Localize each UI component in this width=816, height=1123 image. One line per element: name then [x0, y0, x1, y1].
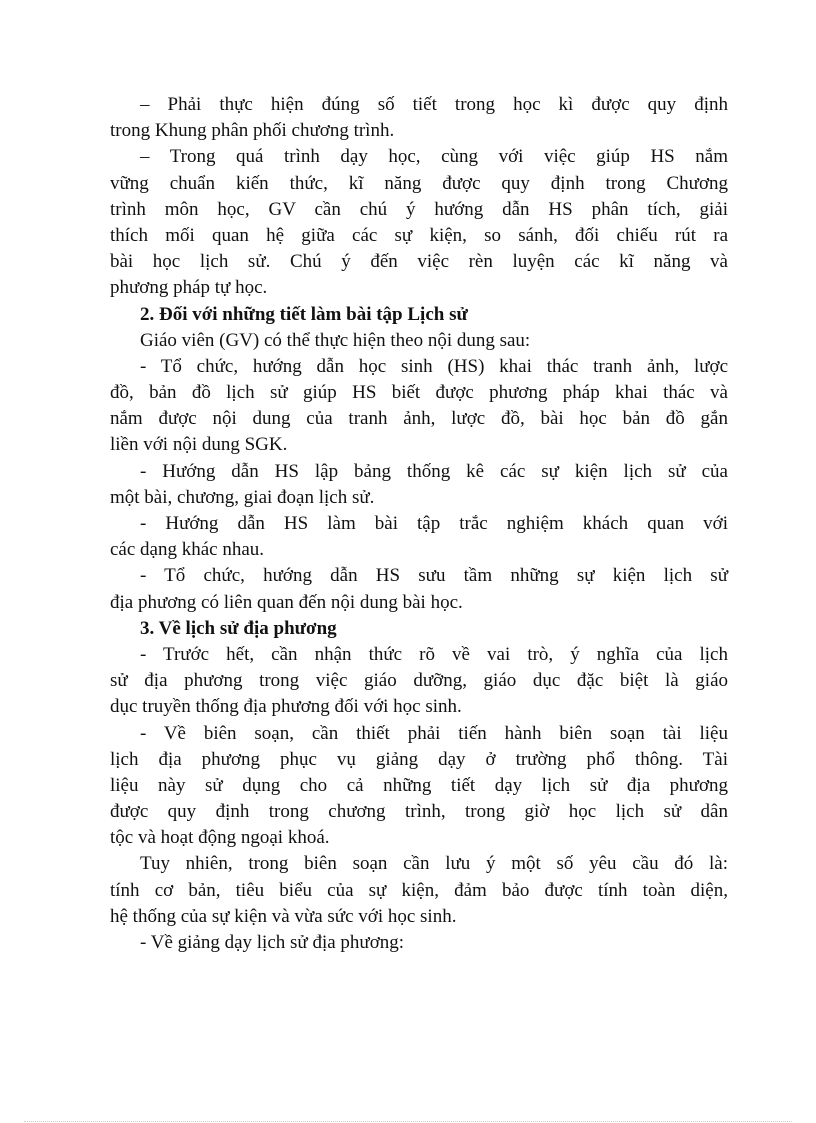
text-line: - Về giảng dạy lịch sử địa phương:	[140, 932, 405, 953]
text-line: trong Khung phân phối chương trình.	[110, 120, 395, 142]
text-line: được quy định trong chương trình, trong giờ học lịch sử dân	[110, 801, 728, 823]
text-line: Giáo viên (GV) có thể thực hiện theo nội dung sau:	[140, 329, 531, 351]
text-line: - Trước hết, cần nhận thức rõ về vai trò, ý nghĩa của lịch	[140, 643, 728, 665]
text-line: - Hướng dẫn HS làm bài tập trắc nghiệm khách quan với	[140, 513, 728, 534]
text-line: hệ thống của sự kiện và vừa sức với học sinh.	[110, 905, 457, 927]
text-line: vững chuẩn kiến thức, kĩ năng được quy định trong Chương	[110, 172, 728, 194]
text-line: – Trong quá trình dạy học, cùng với việc giúp HS nắm	[140, 146, 728, 168]
text-line: địa phương có liên quan đến nội dung bài học.	[110, 591, 463, 613]
text-line: sử địa phương trong việc giáo dưỡng, giáo dục đặc biệt là giáo	[110, 670, 728, 692]
page-bottom-divider	[24, 1121, 792, 1122]
text-line: một bài, chương, giai đoạn lịch sử.	[110, 486, 375, 508]
text-line: - Hướng dẫn HS lập bảng thống kê các sự kiện lịch sử của	[140, 460, 728, 482]
text-line: bài học lịch sử. Chú ý đến việc rèn luyện các kĩ năng và	[110, 251, 728, 273]
text-line: các dạng khác nhau.	[110, 539, 265, 561]
text-line: – Phải thực hiện đúng số tiết trong học kì được quy định	[140, 94, 728, 115]
text-line: trình môn học, GV cần chú ý hướng dẫn HS phân tích, giải	[110, 198, 728, 220]
text-line: - Tổ chức, hướng dẫn HS sưu tầm những sự kiện lịch sử	[140, 565, 728, 587]
text-line: tộc và hoạt động ngoại khoá.	[110, 827, 330, 849]
text-line: - Về biên soạn, cần thiết phải tiến hành biên soạn tài liệu	[140, 722, 728, 744]
text-line: liền với nội dung SGK.	[110, 434, 288, 456]
text-line: liệu này sử dụng cho cả những tiết dạy lịch sử địa phương	[110, 774, 728, 796]
text-line: dục truyền thống địa phương đối với học sinh.	[110, 696, 462, 718]
text-line: lịch địa phương phục vụ giảng dạy ở trường phổ thông. Tài	[110, 748, 728, 770]
document-page	[110, 92, 728, 956]
section-heading: 3. Về lịch sử địa phương	[140, 617, 337, 639]
text-line: nắm được nội dung của tranh ảnh, lược đồ, bài học bản đồ gắn	[110, 408, 728, 430]
text-line: thích mối quan hệ giữa các sự kiện, so sánh, đối chiếu rút ra	[110, 224, 728, 246]
text-line: - Tổ chức, hướng dẫn học sinh (HS) khai thác tranh ảnh, lược	[140, 355, 728, 377]
text-line: Tuy nhiên, trong biên soạn cần lưu ý một số yêu cầu đó là:	[140, 853, 728, 875]
text-line: đồ, bản đồ lịch sử giúp HS biết được phương pháp khai thác và	[110, 382, 728, 404]
text-line: tính cơ bản, tiêu biểu của sự kiện, đảm bảo được tính toàn diện,	[110, 879, 728, 901]
text-line: phương pháp tự học.	[110, 277, 268, 299]
section-heading: 2. Đối với những tiết làm bài tập Lịch sử	[140, 303, 468, 325]
